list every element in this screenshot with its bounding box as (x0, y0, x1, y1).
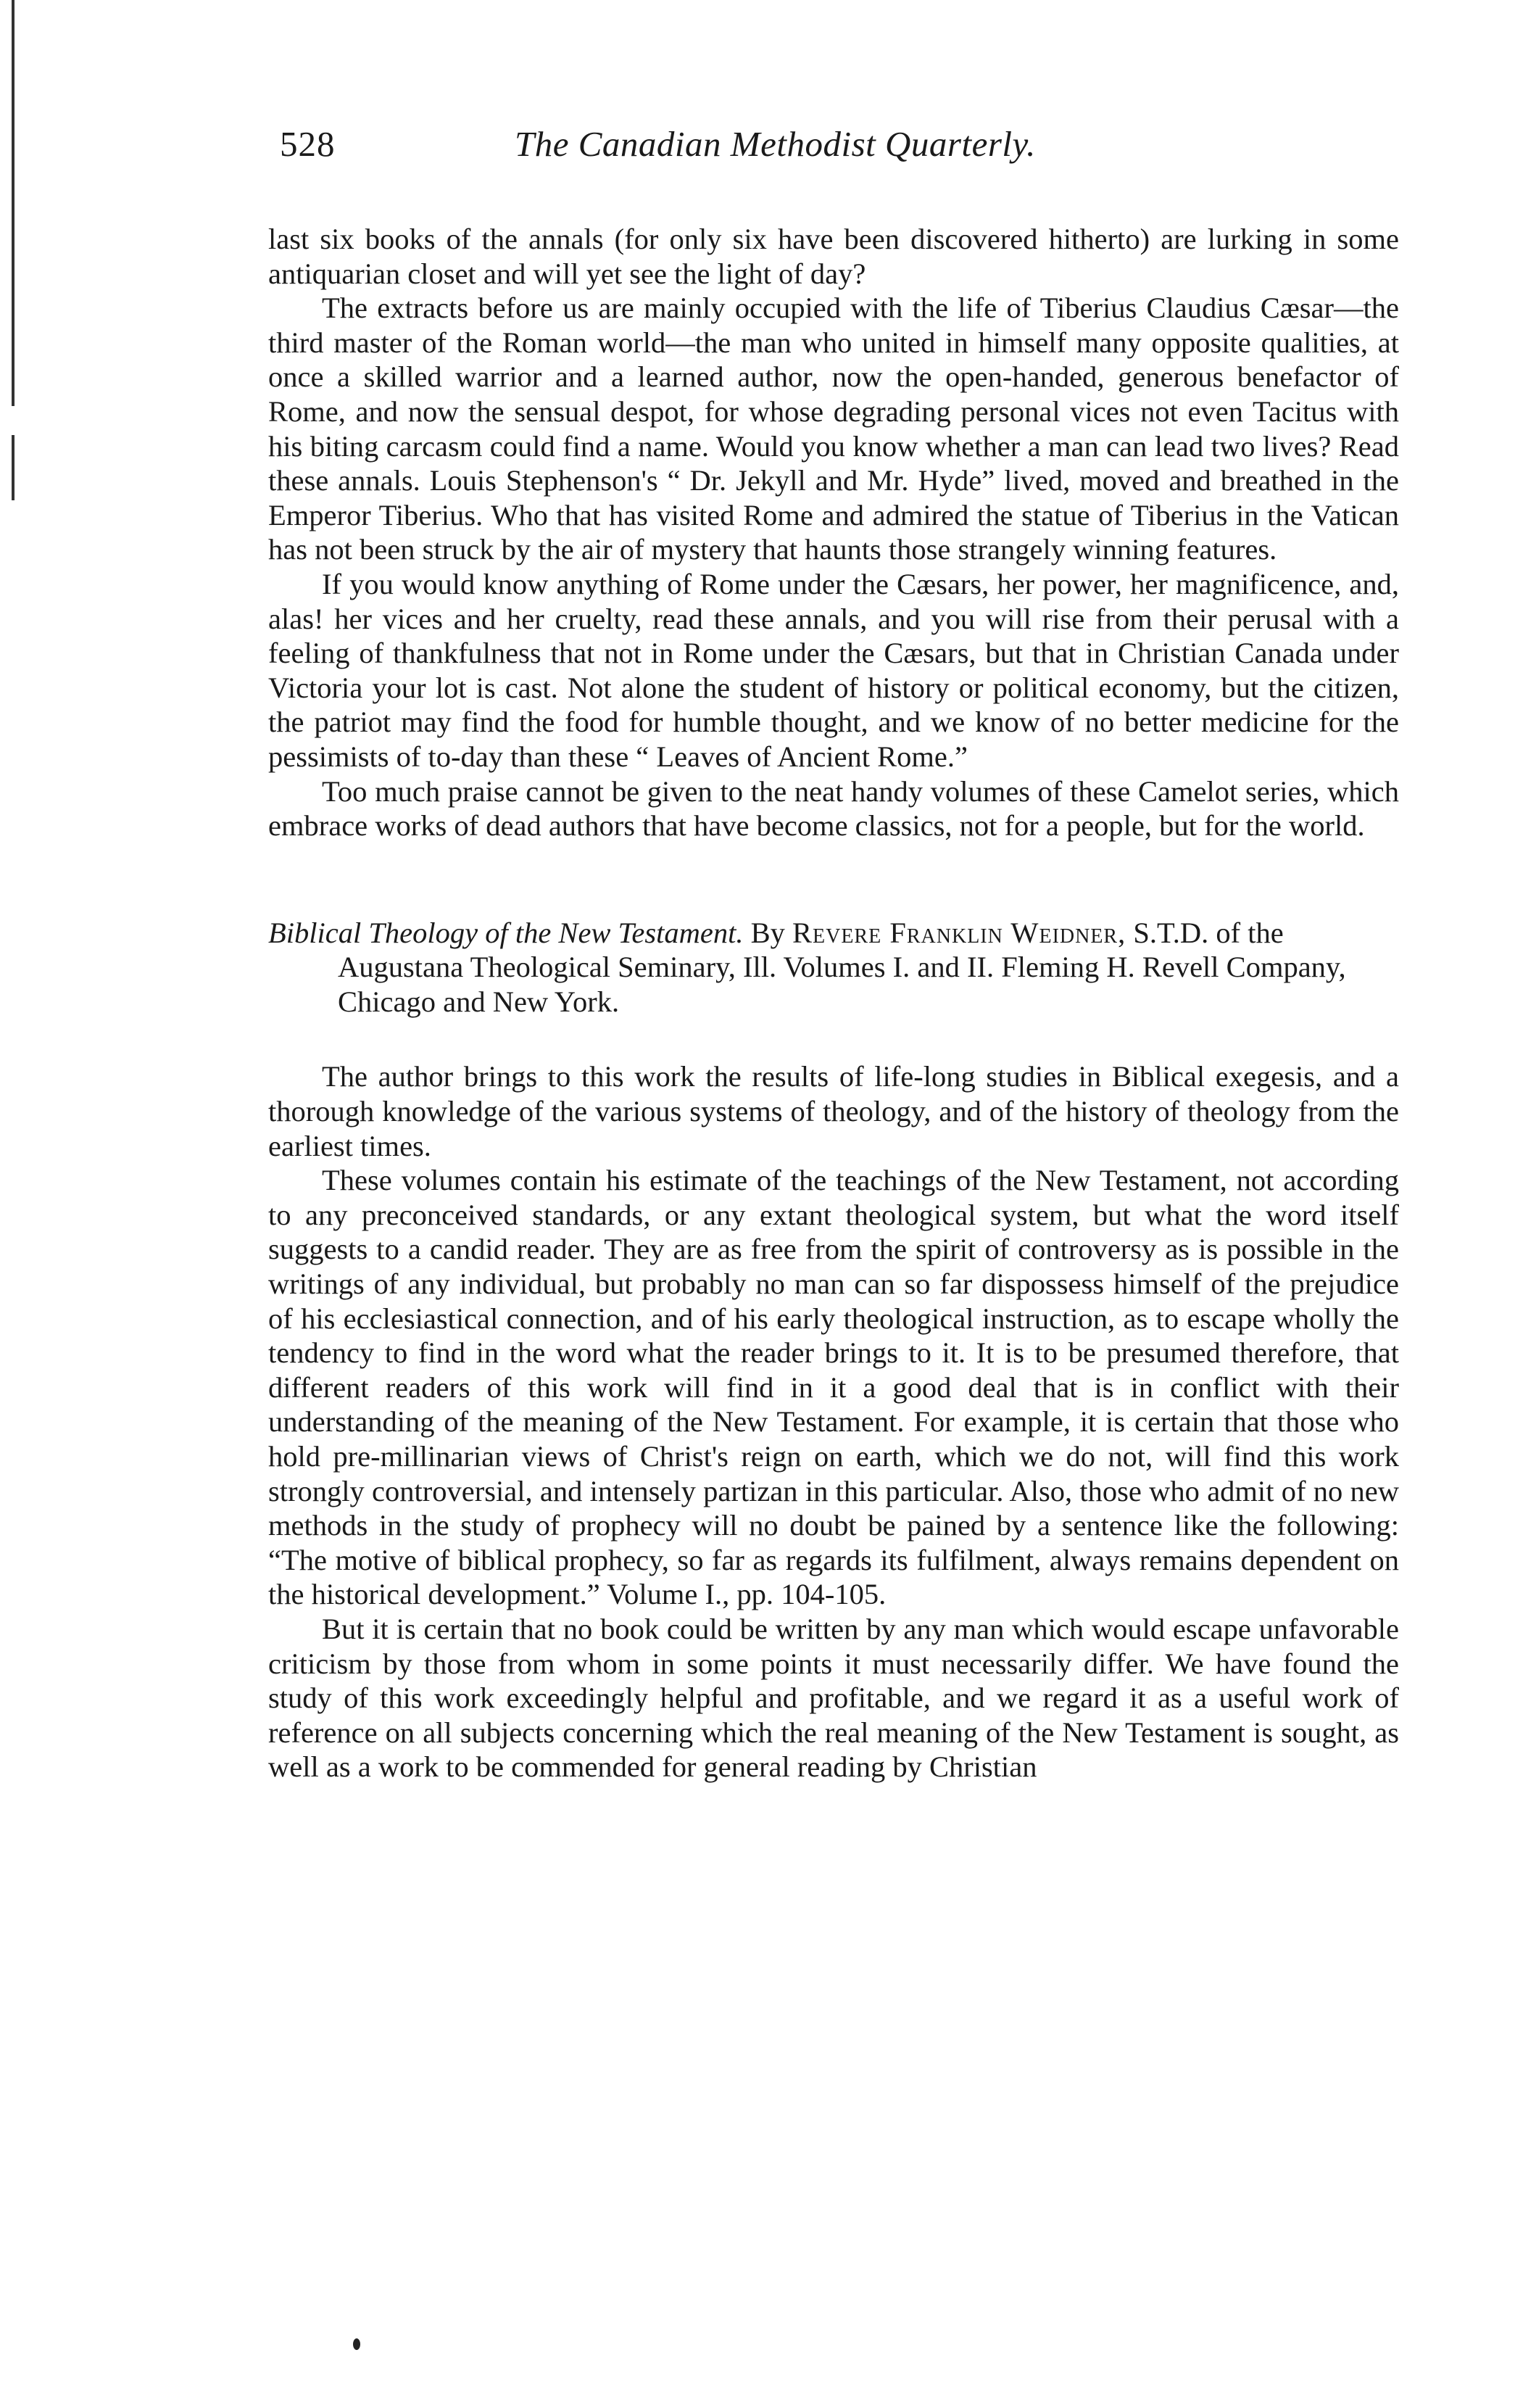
paragraph: Too much praise cannot be given to the neat handy volumes of these Camelot series, which embrace works of dead authors that have become classics, not for a people, but for the world. (268, 774, 1399, 843)
review-publication-details: S.T.D. of the Augustana Theological Seminary, Ill. Volumes I. and II. Fleming H. Revell Company, Chicago and New York. (338, 916, 1346, 1018)
page (268, 123, 1399, 1784)
paragraph: If you would know anything of Rome under the Cæsars, her power, her magnificence, and, alas! her vices and her cruelty, read these annals, and you will rise from their perusal with a feeling of thankfulness that not in Rome under the Cæsars, but that in Christian Canada under Victoria your lot is cast. Not alone the student of history or political economy, but the citizen, the patriot may find the food for humble thought, and we know of no better medicine for the pessimists of to-day than these “ Leaves of Ancient Rome.” (268, 567, 1399, 773)
review-paragraph: But it is certain that no book could be written by any man which would escape unfavorable criticism by those from whom in some points it must necessarily differ. We have found the study of this work exceedingly helpful and profitable, and we regard it as a useful work of reference on all subjects concerning which the real meaning of the New Testament is sought, as well as a work to be commended for general reading by Christian (268, 1612, 1399, 1784)
paragraph-continued: last six books of the annals (for only six have been discovered hitherto) are lurking in some antiquarian closet and will yet see the light of day? (268, 223, 1399, 290)
review-paragraph: The author brings to this work the results of life-long studies in Biblical exegesis, and a thorough knowledge of the various systems of theology, and of the history of theology from the earliest times. (268, 1060, 1399, 1162)
running-head (268, 123, 1399, 193)
review-book-title: Biblical Theology of the New Testament. (268, 916, 744, 949)
review-body (268, 1059, 1399, 1784)
page-edge-shadow-lower (12, 435, 14, 500)
article-continuation (268, 222, 1399, 843)
paragraph: The extracts before us are mainly occupied with the life of Tiberius Claudius Cæsar—the third master of the Roman world—the man who united in himself many opposite qualities, at once a skilled warrior and a learned author, now the open-handed, generous benefactor of Rome, and now the sensual despot, for whose degrading personal vices not even Tacitus with his biting carcasm could find a name. Would you know whether a man can lead two lives? Read these annals. Louis Stephenson's “ Dr. Jekyll and Mr. Hyde” lived, moved and breathed in the Emperor Tiberius. Who that has visited Rome and admired the statue of Tiberius in the Vatican has not been struck by the air of mystery that haunts those strangely winning features. (268, 291, 1399, 566)
review-heading (268, 916, 1399, 1019)
journal-title: The Canadian Methodist Quarterly. (515, 124, 1036, 164)
page-edge-shadow (12, 0, 14, 406)
page-number: 528 (280, 124, 336, 164)
review-by: By (750, 916, 785, 949)
review-author: Revere Franklin Weidner, (792, 916, 1126, 949)
review-paragraph: These volumes contain his estimate of the teachings of the New Testament, not according to any preconceived standards, or any extant theological system, but what the word itself suggests to a candid reader. They are as free from the spirit of controversy as is possible in the writings of any individual, but probably no man can so far dispossess himself of the prejudice of his ecclesiastical connection, and of his early theological instruction, as to escape wholly the tendency to find in the word what the reader brings to it. It is to be presumed therefore, that different readers of this work will find in it a good deal that is in conflict with their understanding of the meaning of the New Testament. For example, it is certain that those who hold pre-millinarian views of Christ's reign on earth, which we do not, will find this work strongly controversial, and intensely partizan in this particular. Also, those who admit of no new methods in the study of prophecy will no doubt be pained by a sentence like the following: “The motive of biblical prophecy, so far as regards its fulfilment, always remains dependent on the historical development.” Volume I., pp. 104-105. (268, 1164, 1399, 1611)
print-speck (353, 2338, 360, 2350)
